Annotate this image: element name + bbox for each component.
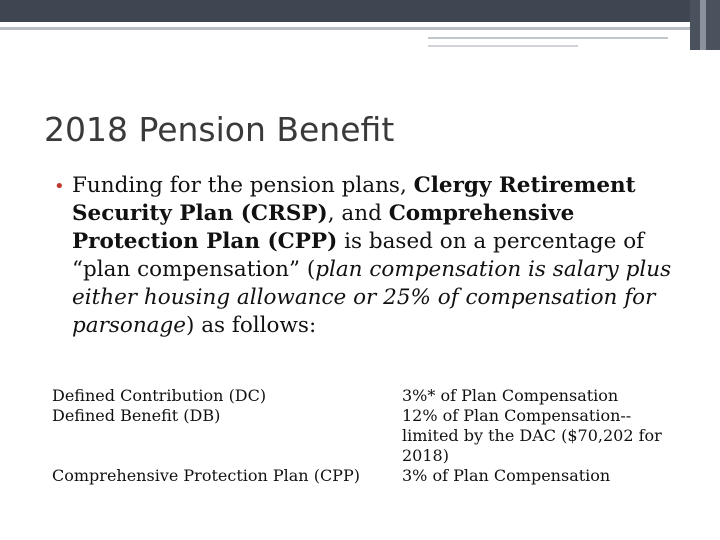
plan-name: Defined Benefit (DB) (52, 406, 221, 425)
bullet-dot-icon: • (54, 176, 65, 197)
plan-row (52, 386, 662, 406)
header-rule (0, 27, 690, 30)
plan-name: Defined Contribution (DC) (52, 386, 267, 405)
slide-title: 2018 Pension Benefit (44, 110, 395, 149)
plan-compensation-definition: plan compensation is salary plus either housing allowance or 25% of compensation for parsonage (72, 257, 672, 338)
bullet-closing: ) as follows: (186, 313, 317, 338)
accent-rule-upper (428, 37, 668, 39)
plan-rate: 3%* of Plan Compensation (402, 386, 619, 405)
corner-accent-stripe (700, 0, 706, 50)
cpp-plan-name: Comprehensive Protection Plan (CPP) (72, 201, 575, 254)
plan-row (52, 406, 662, 466)
plan-rate: 3% of Plan Compensation (402, 466, 611, 485)
bullet-intro: Funding for the pension plans, (72, 173, 407, 198)
header-bar (0, 0, 720, 22)
plan-row (52, 466, 662, 486)
plan-rates-table (52, 386, 662, 486)
bullet-item (54, 172, 694, 340)
bullet-text (72, 172, 694, 340)
plan-rate: 12% of Plan Compensation-- limited by the DAC ($70,202 for 2018) (402, 406, 662, 465)
plan-name: Comprehensive Protection Plan (CPP) (52, 466, 360, 485)
bullet-based-on: is based on a percentage of “plan compensation” ( (72, 229, 645, 282)
bullet-connector: , and (327, 201, 382, 226)
accent-rule-lower (428, 45, 578, 47)
crsp-plan-name: Clergy Retirement Security Plan (CRSP) (72, 173, 636, 226)
